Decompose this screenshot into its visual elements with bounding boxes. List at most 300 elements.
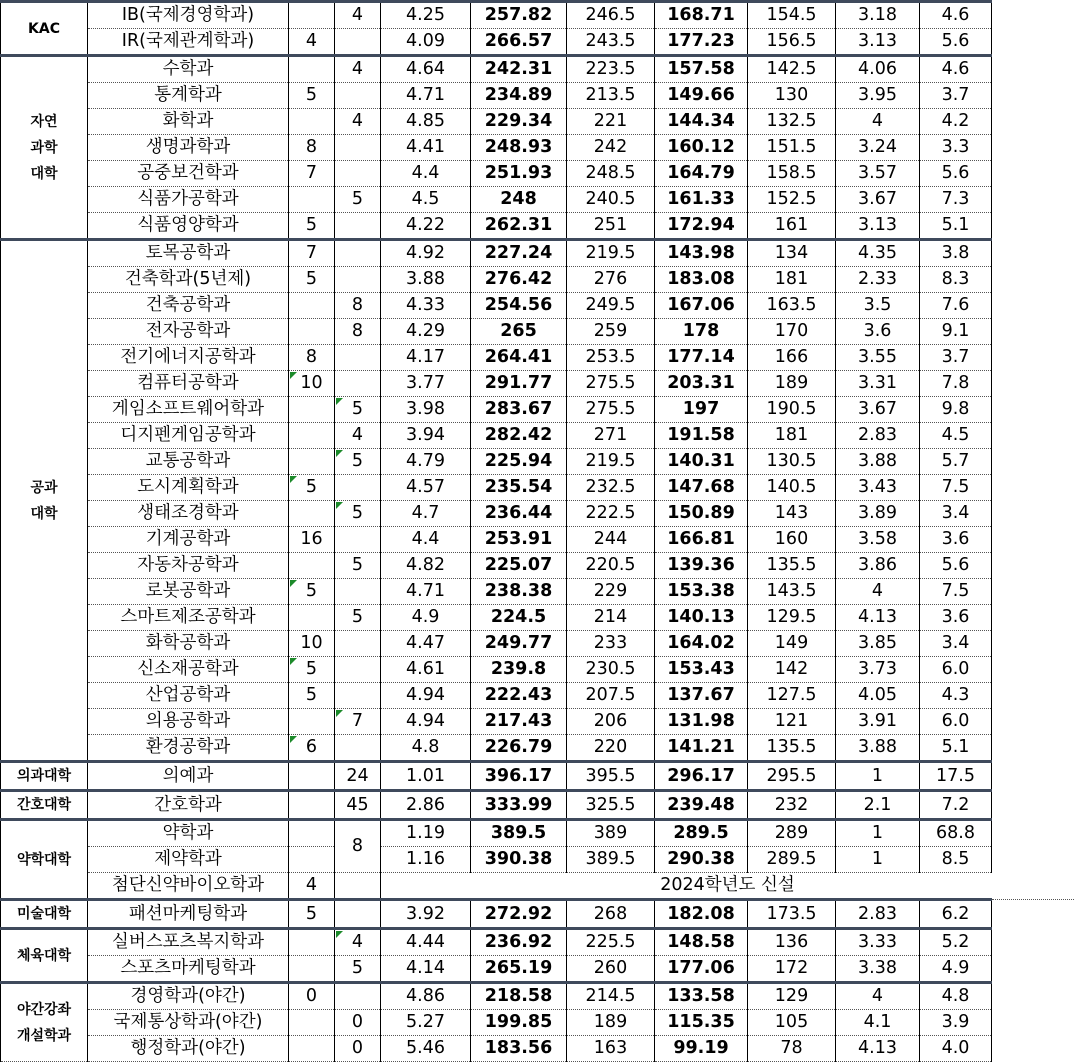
quota-b: 5 (335, 449, 381, 475)
value-f: 131.98 (655, 709, 748, 735)
table-row (1, 213, 1074, 240)
department-name: 의용공학과 (88, 709, 289, 735)
value-f: 296.17 (655, 762, 748, 791)
value-d: 235.54 (471, 475, 567, 501)
table-row (1, 929, 1074, 956)
value-h: 4.05 (836, 683, 920, 709)
value-d: 229.34 (471, 109, 567, 135)
value-h: 3.86 (836, 553, 920, 579)
value-d: 236.44 (471, 501, 567, 527)
department-name: 건축공학과 (88, 293, 289, 319)
value-d: 282.42 (471, 423, 567, 449)
value-f: 143.98 (655, 240, 748, 267)
value-h: 1 (836, 847, 920, 873)
value-h: 4 (836, 983, 920, 1010)
table-row (1, 956, 1074, 983)
quota-b: 8 (335, 319, 381, 345)
value-i: 7.3 (920, 187, 992, 213)
value-d: 291.77 (471, 371, 567, 397)
value-g: 158.5 (748, 161, 836, 187)
value-e: 240.5 (567, 187, 655, 213)
value-d: 234.89 (471, 83, 567, 109)
value-g: 232 (748, 791, 836, 820)
value-f: 157.58 (655, 56, 748, 83)
quota-b (335, 135, 381, 161)
value-e: 246.5 (567, 2, 655, 29)
quota-b: 24 (335, 762, 381, 791)
value-d: 218.58 (471, 983, 567, 1010)
value-g: 163.5 (748, 293, 836, 319)
value-d: 283.67 (471, 397, 567, 423)
college-name-cell (1, 983, 88, 1062)
table-row (1, 371, 1074, 397)
table-row (1, 29, 1074, 56)
value-i: 9.8 (920, 397, 992, 423)
quota-b: 0 (335, 1036, 381, 1062)
quota-b (335, 657, 381, 683)
value-g: 127.5 (748, 683, 836, 709)
table-row (1, 240, 1074, 267)
quota-a (289, 762, 335, 791)
table-row (1, 900, 1074, 929)
value-g: 134 (748, 240, 836, 267)
value-g: 129 (748, 983, 836, 1010)
department-name: 교통공학과 (88, 449, 289, 475)
quota-a (289, 929, 335, 956)
value-h: 3.88 (836, 449, 920, 475)
college-name-line: 자연 (1, 109, 87, 135)
value-h: 3.67 (836, 187, 920, 213)
value-c: 4.22 (381, 213, 471, 240)
table-row (1, 475, 1074, 501)
value-h: 3.6 (836, 319, 920, 345)
quota-a: 5 (289, 475, 335, 501)
value-g: 135.5 (748, 735, 836, 762)
department-name: 전자공학과 (88, 319, 289, 345)
department-name: 건축학과(5년제) (88, 267, 289, 293)
value-c: 3.77 (381, 371, 471, 397)
quota-b (335, 213, 381, 240)
value-c: 4.25 (381, 2, 471, 29)
value-g: 130 (748, 83, 836, 109)
value-f: 144.34 (655, 109, 748, 135)
value-c: 2.86 (381, 791, 471, 820)
value-c: 5.27 (381, 1010, 471, 1036)
value-f: 160.12 (655, 135, 748, 161)
college-name-cell (1, 900, 88, 929)
value-f: 203.31 (655, 371, 748, 397)
value-i: 7.8 (920, 371, 992, 397)
quota-b: 0 (335, 1010, 381, 1036)
quota-b (335, 873, 381, 900)
value-d: 254.56 (471, 293, 567, 319)
value-e: 259 (567, 319, 655, 345)
value-f: 177.06 (655, 956, 748, 983)
value-c: 4.85 (381, 109, 471, 135)
value-h: 4 (836, 109, 920, 135)
value-h: 3.13 (836, 29, 920, 56)
department-name: 환경공학과 (88, 735, 289, 762)
value-h: 3.31 (836, 371, 920, 397)
quota-b (335, 900, 381, 929)
value-e: 275.5 (567, 371, 655, 397)
value-d: 264.41 (471, 345, 567, 371)
value-f: 140.13 (655, 605, 748, 631)
table-row (1, 657, 1074, 683)
college-name-cell (1, 929, 88, 983)
value-e: 260 (567, 956, 655, 983)
quota-b: 5 (335, 187, 381, 213)
department-name: 화학공학과 (88, 631, 289, 657)
value-g: 140.5 (748, 475, 836, 501)
value-h: 4.35 (836, 240, 920, 267)
college-name-cell (1, 2, 88, 56)
value-h: 3.43 (836, 475, 920, 501)
table-row (1, 1010, 1074, 1036)
value-h: 3.91 (836, 709, 920, 735)
table-row (1, 423, 1074, 449)
value-e: 276 (567, 267, 655, 293)
table-row (1, 553, 1074, 579)
table-row (1, 135, 1074, 161)
value-f: 137.67 (655, 683, 748, 709)
college-name-cell (1, 820, 88, 900)
value-g: 152.5 (748, 187, 836, 213)
value-g: 181 (748, 267, 836, 293)
value-d: 272.92 (471, 900, 567, 929)
department-name: 스포츠마케팅학과 (88, 956, 289, 983)
table-row (1, 820, 1074, 847)
value-h: 3.57 (836, 161, 920, 187)
value-f: 166.81 (655, 527, 748, 553)
value-i: 3.6 (920, 605, 992, 631)
value-i: 5.6 (920, 161, 992, 187)
value-c: 4.57 (381, 475, 471, 501)
value-h: 3.55 (836, 345, 920, 371)
college-name-line: 공과 (1, 475, 87, 501)
value-d: 265 (471, 319, 567, 345)
table-row (1, 683, 1074, 709)
value-g: 166 (748, 345, 836, 371)
department-name: 패션마케팅학과 (88, 900, 289, 929)
value-i: 7.6 (920, 293, 992, 319)
value-i: 3.7 (920, 345, 992, 371)
quota-a (289, 109, 335, 135)
value-e: 222.5 (567, 501, 655, 527)
value-g: 181 (748, 423, 836, 449)
value-g: 172 (748, 956, 836, 983)
quota-b (335, 240, 381, 267)
value-i: 8.5 (920, 847, 992, 873)
value-e: 214.5 (567, 983, 655, 1010)
table-row (1, 735, 1074, 762)
value-c: 4.94 (381, 683, 471, 709)
department-name: 첨단신약바이오학과 (88, 873, 289, 900)
quota-b: 45 (335, 791, 381, 820)
value-i: 7.5 (920, 475, 992, 501)
value-h: 2.1 (836, 791, 920, 820)
quota-b (335, 631, 381, 657)
quota-a: 4 (289, 873, 335, 900)
value-f: 133.58 (655, 983, 748, 1010)
table-row (1, 83, 1074, 109)
value-f: 168.71 (655, 2, 748, 29)
table-row (1, 319, 1074, 345)
value-c: 4.9 (381, 605, 471, 631)
department-name: 식품가공학과 (88, 187, 289, 213)
table-row (1, 873, 1074, 900)
value-d: 236.92 (471, 929, 567, 956)
value-g: 170 (748, 319, 836, 345)
value-e: 189 (567, 1010, 655, 1036)
department-name: 의예과 (88, 762, 289, 791)
value-g: 156.5 (748, 29, 836, 56)
quota-b (335, 371, 381, 397)
value-e: 243.5 (567, 29, 655, 56)
value-e: 223.5 (567, 56, 655, 83)
value-e: 389.5 (567, 847, 655, 873)
value-e: 206 (567, 709, 655, 735)
value-g: 132.5 (748, 109, 836, 135)
value-e: 219.5 (567, 449, 655, 475)
quota-b (335, 735, 381, 762)
quota-b (335, 579, 381, 605)
department-name: 제약학과 (88, 847, 289, 873)
quota-a: 5 (289, 83, 335, 109)
value-c: 4.86 (381, 983, 471, 1010)
table-row (1, 501, 1074, 527)
department-name: 국제통상학과(야간) (88, 1010, 289, 1036)
value-d: 239.8 (471, 657, 567, 683)
value-g: 142 (748, 657, 836, 683)
value-f: 178 (655, 319, 748, 345)
quota-b: 5 (335, 501, 381, 527)
quota-b: 5 (335, 956, 381, 983)
value-i: 3.3 (920, 135, 992, 161)
value-c: 4.41 (381, 135, 471, 161)
value-e: 229 (567, 579, 655, 605)
value-h: 3.85 (836, 631, 920, 657)
value-e: 163 (567, 1036, 655, 1062)
value-e: 251 (567, 213, 655, 240)
quota-a: 5 (289, 657, 335, 683)
value-g: 154.5 (748, 2, 836, 29)
quota-b: 5 (335, 553, 381, 579)
quota-a (289, 1036, 335, 1062)
quota-a: 7 (289, 240, 335, 267)
quota-b: 4 (335, 56, 381, 83)
value-d: 251.93 (471, 161, 567, 187)
value-e: 220.5 (567, 553, 655, 579)
value-d: 225.94 (471, 449, 567, 475)
quota-b: 4 (335, 929, 381, 956)
value-g: 143.5 (748, 579, 836, 605)
value-f: 289.5 (655, 820, 748, 847)
table-row (1, 397, 1074, 423)
value-c: 4.09 (381, 29, 471, 56)
value-i: 5.6 (920, 29, 992, 56)
department-name: 자동차공학과 (88, 553, 289, 579)
value-d: 389.5 (471, 820, 567, 847)
value-e: 249.5 (567, 293, 655, 319)
value-e: 220 (567, 735, 655, 762)
value-h: 1 (836, 762, 920, 791)
value-c: 4.33 (381, 293, 471, 319)
value-f: 177.14 (655, 345, 748, 371)
value-c: 4.47 (381, 631, 471, 657)
college-name-line: KAC (1, 16, 87, 42)
value-h: 3.89 (836, 501, 920, 527)
value-f: 153.43 (655, 657, 748, 683)
quota-a (289, 791, 335, 820)
department-name: 생태조경학과 (88, 501, 289, 527)
value-g: 121 (748, 709, 836, 735)
value-c: 5.46 (381, 1036, 471, 1062)
value-d: 249.77 (471, 631, 567, 657)
value-e: 268 (567, 900, 655, 929)
quota-a (289, 293, 335, 319)
value-e: 244 (567, 527, 655, 553)
value-i: 5.1 (920, 213, 992, 240)
table-row (1, 983, 1074, 1010)
quota-a (289, 1010, 335, 1036)
value-g: 149 (748, 631, 836, 657)
college-name-cell (1, 56, 88, 240)
value-c: 4.14 (381, 956, 471, 983)
value-e: 207.5 (567, 683, 655, 709)
value-d: 276.42 (471, 267, 567, 293)
quota-a: 10 (289, 631, 335, 657)
value-h: 3.88 (836, 735, 920, 762)
value-i: 4.5 (920, 423, 992, 449)
value-h: 4.13 (836, 605, 920, 631)
value-c: 4.94 (381, 709, 471, 735)
value-i: 4.6 (920, 56, 992, 83)
value-i: 3.8 (920, 240, 992, 267)
value-c: 4.61 (381, 657, 471, 683)
quota-b (335, 83, 381, 109)
value-g: 143 (748, 501, 836, 527)
value-h: 3.67 (836, 397, 920, 423)
value-f: 140.31 (655, 449, 748, 475)
department-name: 디지펜게임공학과 (88, 423, 289, 449)
department-name: IB(국제경영학과) (88, 2, 289, 29)
value-g: 295.5 (748, 762, 836, 791)
quota-a: 8 (289, 135, 335, 161)
quota-a: 7 (289, 161, 335, 187)
value-h: 4.06 (836, 56, 920, 83)
value-e: 219.5 (567, 240, 655, 267)
value-c: 4.71 (381, 579, 471, 605)
value-h: 4.13 (836, 1036, 920, 1062)
value-f: 153.38 (655, 579, 748, 605)
value-g: 161 (748, 213, 836, 240)
department-name: 수학과 (88, 56, 289, 83)
value-g: 136 (748, 929, 836, 956)
value-i: 3.7 (920, 83, 992, 109)
value-f: 183.08 (655, 267, 748, 293)
value-i: 68.8 (920, 820, 992, 847)
value-d: 242.31 (471, 56, 567, 83)
quota-b: 4 (335, 109, 381, 135)
quota-a (289, 501, 335, 527)
table-row (1, 527, 1074, 553)
department-name: 행정학과(야간) (88, 1036, 289, 1062)
value-f: 148.58 (655, 929, 748, 956)
value-h: 4.1 (836, 1010, 920, 1036)
value-d: 248.93 (471, 135, 567, 161)
table-row (1, 161, 1074, 187)
value-g: 160 (748, 527, 836, 553)
college-name-line: 개설학과 (1, 1023, 87, 1049)
quota-b (335, 161, 381, 187)
table-row (1, 345, 1074, 371)
value-c: 3.88 (381, 267, 471, 293)
department-name: 통계학과 (88, 83, 289, 109)
value-i: 4.8 (920, 983, 992, 1010)
department-name: 산업공학과 (88, 683, 289, 709)
table-row (1, 56, 1074, 83)
quota-b: 4 (335, 423, 381, 449)
value-g: 151.5 (748, 135, 836, 161)
table-row (1, 109, 1074, 135)
department-name: 전기에너지공학과 (88, 345, 289, 371)
value-i: 4.0 (920, 1036, 992, 1062)
value-h: 3.24 (836, 135, 920, 161)
value-g: 173.5 (748, 900, 836, 929)
quota-a: 5 (289, 267, 335, 293)
department-name: 도시계획학과 (88, 475, 289, 501)
quota-a: 5 (289, 213, 335, 240)
value-f: 182.08 (655, 900, 748, 929)
value-i: 5.2 (920, 929, 992, 956)
department-name: 실버스포츠복지학과 (88, 929, 289, 956)
value-c: 4.4 (381, 161, 471, 187)
value-e: 242 (567, 135, 655, 161)
value-i: 3.6 (920, 527, 992, 553)
value-g: 289.5 (748, 847, 836, 873)
department-name: 토목공학과 (88, 240, 289, 267)
department-name: 약학과 (88, 820, 289, 847)
value-d: 253.91 (471, 527, 567, 553)
value-c: 4.17 (381, 345, 471, 371)
value-i: 8.3 (920, 267, 992, 293)
department-name: 신소재공학과 (88, 657, 289, 683)
department-name: 경영학과(야간) (88, 983, 289, 1010)
value-g: 135.5 (748, 553, 836, 579)
value-h: 3.13 (836, 213, 920, 240)
value-e: 275.5 (567, 397, 655, 423)
quota-a (289, 187, 335, 213)
value-f: 191.58 (655, 423, 748, 449)
quota-a (289, 847, 335, 873)
table-row (1, 1036, 1074, 1062)
table-row (1, 631, 1074, 657)
value-c: 4.44 (381, 929, 471, 956)
quota-a (289, 709, 335, 735)
quota-b (335, 983, 381, 1010)
value-d: 199.85 (471, 1010, 567, 1036)
department-name: 로봇공학과 (88, 579, 289, 605)
value-e: 253.5 (567, 345, 655, 371)
quota-a: 10 (289, 371, 335, 397)
quota-a: 5 (289, 579, 335, 605)
value-c: 4.8 (381, 735, 471, 762)
quota-a: 4 (289, 29, 335, 56)
value-i: 7.2 (920, 791, 992, 820)
value-d: 238.38 (471, 579, 567, 605)
value-i: 6.2 (920, 900, 992, 929)
